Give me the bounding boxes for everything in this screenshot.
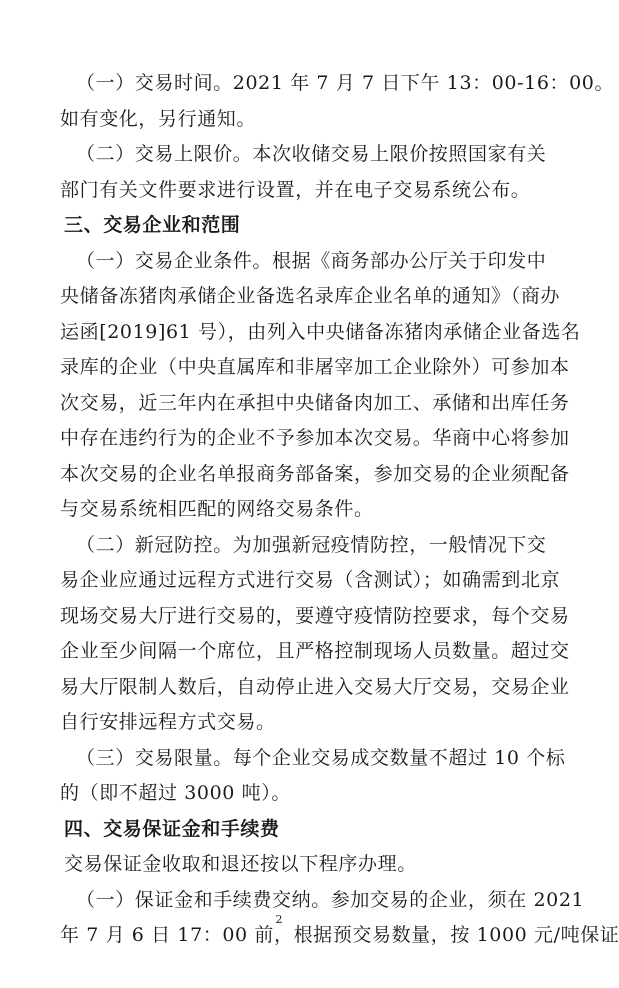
paragraph-line: （三）交易限量。每个企业交易成交数量不超过 10 个标 xyxy=(76,746,566,769)
paragraph-line: （二）新冠防控。为加强新冠疫情防控，一般情况下交 xyxy=(76,533,547,556)
paragraph-line: 现场交易大厅进行交易的，要遵守疫情防控要求，每个交易 xyxy=(60,604,570,627)
paragraph-line: 自行安排远程方式交易。 xyxy=(60,711,276,733)
paragraph-line: 央储备冻猪肉承储企业备选名录库企业名单的通知》（商办 xyxy=(60,285,561,307)
paragraph-line: 录库的企业（中央直属库和非屠宰加工企业除外）可参加本 xyxy=(60,356,570,378)
paragraph-line: 部门有关文件要求进行设置，并在电子交易系统公布。 xyxy=(60,178,531,201)
document-body xyxy=(60,66,619,954)
paragraph-line: 年 7 月 6 日 17：00 前，根据预交易数量，按 1000 元/吨保证 xyxy=(60,924,619,946)
paragraph-line: 运函[2019]61 号），由列入中央储备冻猪肉承储企业备选名 xyxy=(60,320,581,343)
paragraph-line: 如有变化，另行通知。 xyxy=(60,107,257,130)
paragraph-line: （一）交易企业条件。根据《商务部办公厅关于印发中 xyxy=(76,249,547,272)
section-heading: 四、交易保证金和手续费 xyxy=(64,817,280,840)
paragraph-line: （一）交易时间。2021 年 7 月 7 日下午 13：00-16：00。 xyxy=(76,72,615,94)
paragraph-line: 次交易，近三年内在承担中央储备肉加工、承储和出库任务 xyxy=(60,391,570,414)
section-heading: 三、交易企业和范围 xyxy=(64,214,241,236)
paragraph-line: （一）保证金和手续费交纳。参加交易的企业，须在 2021 xyxy=(76,888,585,911)
page-number: 2 xyxy=(275,913,283,926)
paragraph-line: 易大厅限制人数后，自动停止进入交易大厅交易，交易企业 xyxy=(60,675,570,698)
paragraph-line: 的（即不超过 3000 吨）。 xyxy=(60,782,291,804)
paragraph-line: 易企业应通过远程方式进行交易（含测试）；如确需到北京 xyxy=(60,569,561,591)
paragraph-line: 中存在违约行为的企业不予参加本次交易。华商中心将参加 xyxy=(60,427,570,449)
paragraph-line: 交易保证金收取和退还按以下程序办理。 xyxy=(64,853,417,875)
paragraph-line: 与交易系统相匹配的网络交易条件。 xyxy=(60,498,374,520)
paragraph-line: 企业至少间隔一个席位，且严格控制现场人员数量。超过交 xyxy=(60,640,570,662)
paragraph-line: 本次交易的企业名单报商务部备案，参加交易的企业须配备 xyxy=(60,462,570,485)
paragraph-line: （二）交易上限价。本次收储交易上限价按照国家有关 xyxy=(76,143,547,165)
